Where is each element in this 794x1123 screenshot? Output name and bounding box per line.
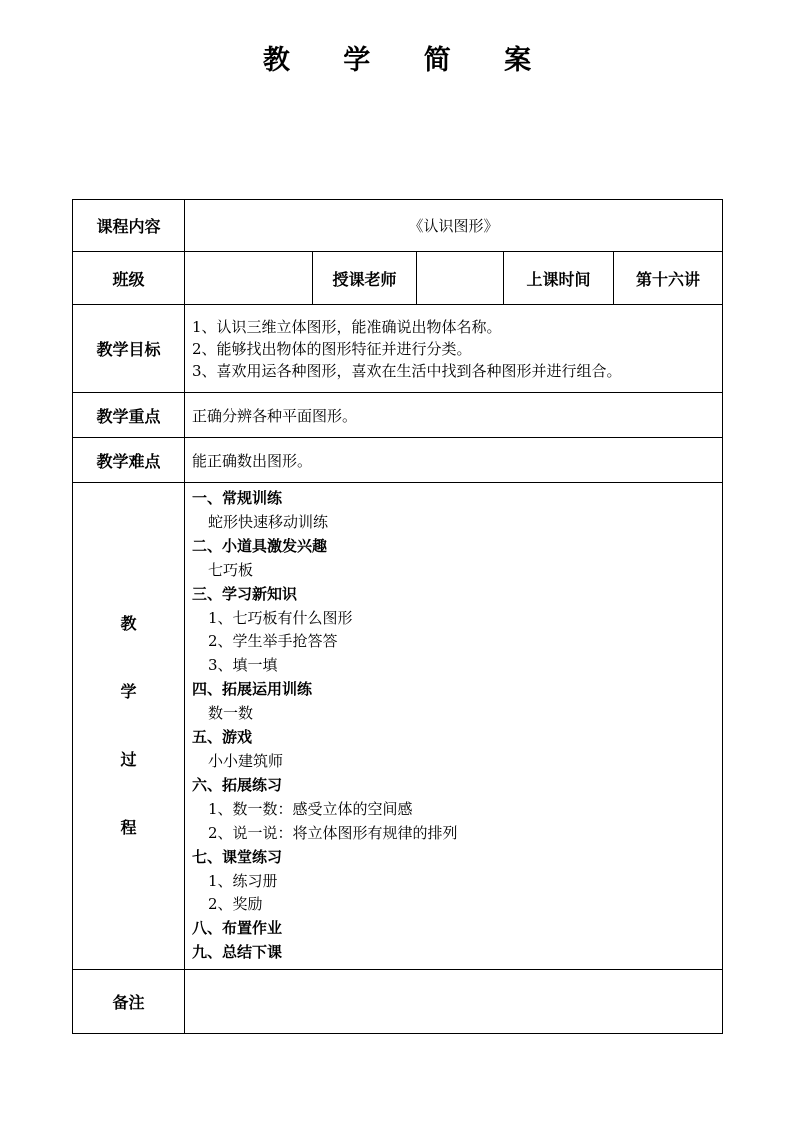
row-teaching-process (73, 483, 723, 970)
process-label-char: 学 (120, 682, 137, 702)
process-label (73, 483, 185, 970)
time-value: 第十六讲 (614, 252, 723, 305)
course-content-value: 《认识图形》 (185, 200, 723, 252)
teacher-value (417, 252, 504, 305)
goals-label: 教学目标 (73, 305, 185, 393)
process-item: 七巧板 (208, 560, 254, 579)
row-course-content (73, 200, 723, 252)
difficulty-label: 教学难点 (73, 438, 185, 483)
row-key-point (73, 393, 723, 438)
row-class-info (73, 252, 723, 305)
key-point-label: 教学重点 (73, 393, 185, 438)
process-heading: 四、拓展运用训练 (192, 680, 313, 699)
process-content (185, 483, 723, 970)
process-item: 2、奖励 (208, 895, 263, 914)
class-label: 班级 (73, 252, 185, 305)
process-item: 3、填一填 (208, 656, 278, 675)
process-heading: 六、拓展练习 (192, 775, 283, 794)
process-item: 2、学生举手抢答答 (208, 632, 338, 651)
page-title: 教 学 简 案 (262, 45, 554, 76)
key-point-value: 正确分辨各种平面图形。 (185, 393, 723, 438)
process-heading: 二、小道具激发兴趣 (192, 536, 328, 555)
course-content-label: 课程内容 (73, 200, 185, 252)
remarks-label: 备注 (73, 970, 185, 1034)
process-label-char: 过 (120, 750, 137, 770)
lesson-plan-table (72, 199, 723, 1034)
process-item: 1、练习册 (208, 871, 278, 890)
process-label-char: 程 (120, 818, 137, 838)
goal-item: 1、认识三维立体图形，能准确说出物体名称。 (192, 317, 502, 336)
process-item: 2、说一说：将立体图形有规律的排列 (208, 823, 458, 842)
goal-item: 2、能够找出物体的图形特征并进行分类。 (192, 339, 472, 358)
process-heading: 七、课堂练习 (192, 847, 283, 866)
process-heading: 八、布置作业 (192, 919, 283, 938)
row-teaching-goals (73, 305, 723, 393)
process-label-char: 教 (120, 614, 137, 634)
remarks-value (185, 970, 723, 1034)
process-heading: 一、常规训练 (192, 489, 283, 507)
teacher-label: 授课老师 (313, 252, 417, 305)
goal-item: 3、喜欢用运各种图形，喜欢在生活中找到各种图形并进行组合。 (192, 361, 622, 380)
row-difficulty (73, 438, 723, 483)
row-remarks (73, 970, 723, 1034)
process-item: 蛇形快速移动训练 (208, 512, 329, 531)
process-item: 1、数一数：感受立体的空间感 (208, 799, 413, 818)
process-item: 小小建筑师 (208, 751, 284, 770)
process-item: 1、七巧板有什么图形 (208, 608, 353, 627)
goals-content (185, 305, 723, 393)
time-label: 上课时间 (504, 252, 614, 305)
process-heading: 九、总结下课 (192, 943, 283, 962)
process-heading: 三、学习新知识 (192, 584, 298, 603)
class-value (185, 252, 313, 305)
process-heading: 五、游戏 (192, 728, 253, 747)
difficulty-value: 能正确数出图形。 (185, 438, 723, 483)
process-item: 数一数 (208, 704, 254, 723)
